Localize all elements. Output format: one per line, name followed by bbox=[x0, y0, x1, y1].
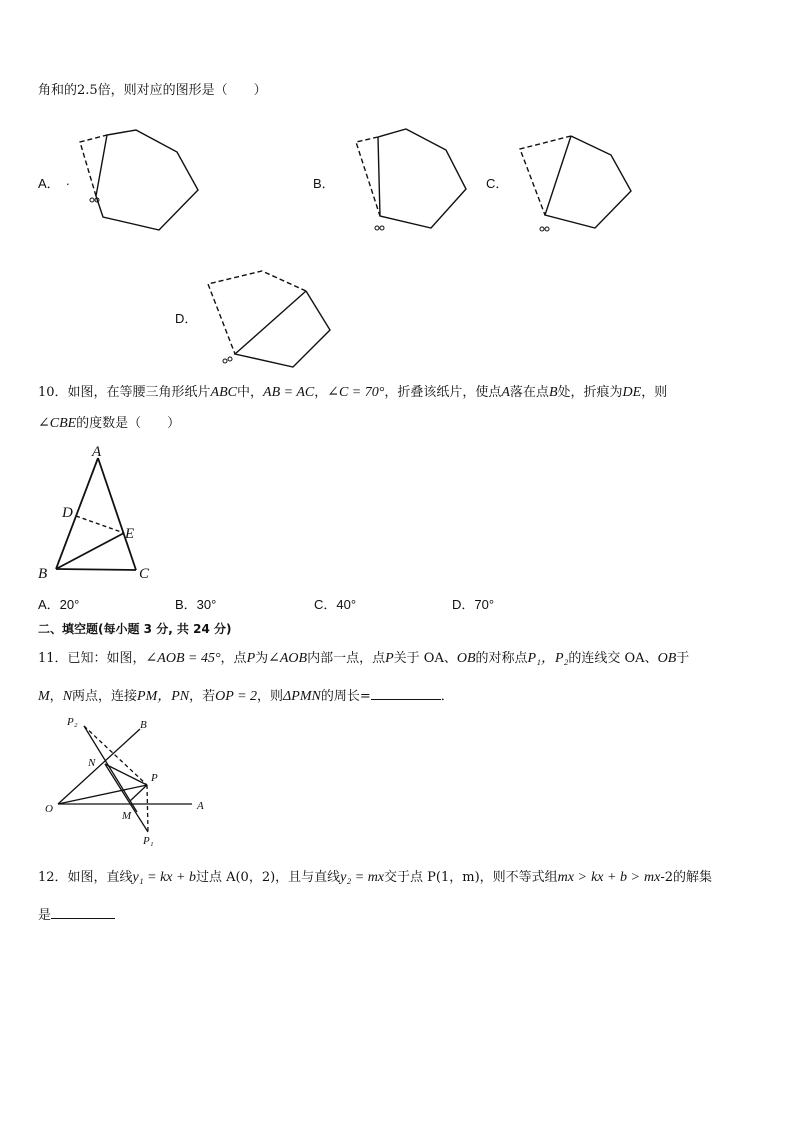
q10-label-c: C bbox=[139, 566, 150, 582]
q9-option-d-label: D． bbox=[175, 311, 198, 326]
q12-line2: 是 bbox=[38, 904, 115, 925]
q9-option-a-label: A． bbox=[38, 176, 60, 191]
q9-option-a-extra: . bbox=[66, 173, 70, 188]
q10-line1: 10．如图，在等腰三角形纸片ABC中，AB = AC，∠C = 70°，折叠该纸片，使点A落在点B处，折痕为DE，则 bbox=[38, 385, 668, 400]
q11-label-p1: P₁ bbox=[143, 835, 154, 847]
q9-option-c-label: C． bbox=[486, 176, 509, 191]
q10-option-a: A．20° bbox=[38, 597, 80, 612]
q11-label-b: B bbox=[140, 719, 147, 731]
q10-line2: ∠CBE的度数是（ ） bbox=[38, 416, 181, 431]
section-title-fill-in: 二、填空题(每小题 3 分, 共 24 分) bbox=[38, 622, 232, 636]
q10-label-b: B bbox=[38, 566, 48, 582]
q9-option-b-label: B． bbox=[313, 176, 335, 191]
q11-label-p: P bbox=[151, 772, 158, 784]
q10-option-b: B．30° bbox=[175, 597, 217, 612]
q9-stem-tail: 角和的2.5倍，则对应的图形是（ ） bbox=[38, 83, 267, 98]
q11-label-a: A bbox=[197, 800, 204, 812]
q11-label-n: N bbox=[88, 757, 96, 769]
q11-line2: M，N两点，连接PM，PN，若OP = 2，则ΔPMN的周长= ． bbox=[38, 685, 454, 706]
q11-label-o: O bbox=[45, 803, 53, 815]
q11-label-m: M bbox=[122, 810, 132, 822]
q10-option-d: D．70° bbox=[452, 597, 495, 612]
q10-option-c: C．40° bbox=[314, 597, 357, 612]
q10-label-e: E bbox=[125, 526, 135, 542]
q11-label-p2: P₂ bbox=[67, 716, 78, 728]
q12-line1: 12．如图，直线y₁ = kx + b过点 A(0，2)，且与直线y₂ = mx交于点 P(1，m)，则不等式组mx > kx + b > mx-2的解集 bbox=[38, 870, 713, 885]
q10-label-a: A bbox=[92, 444, 102, 460]
q10-label-d: D bbox=[62, 505, 73, 521]
q11-line1: 11．已知：如图，∠AOB = 45°，点P为∠AOB内部一点，点P关于 OA、OB的对称点P₁，P₂的连线交 OA、OB于 bbox=[38, 651, 690, 666]
q12-answer-blank[interactable] bbox=[51, 904, 115, 919]
